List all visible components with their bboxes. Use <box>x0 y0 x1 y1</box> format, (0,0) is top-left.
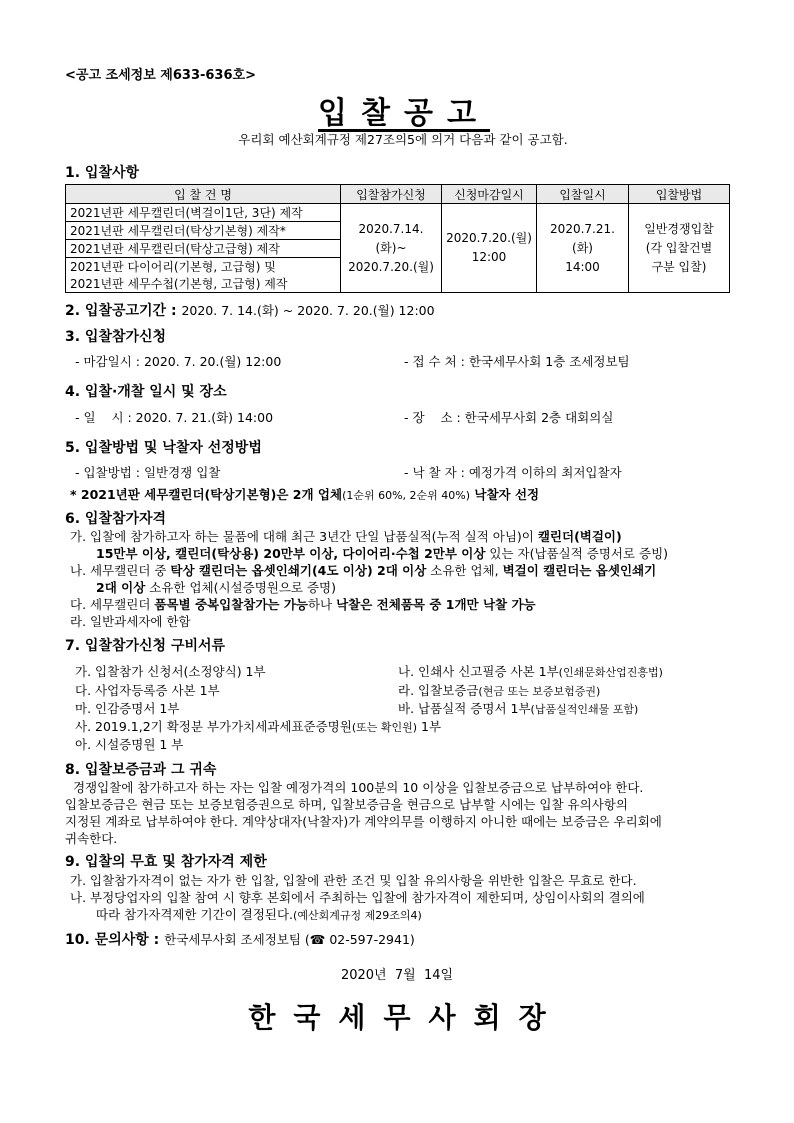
qualification-na: 나. 세무캘린더 중 탁상 캘린더는 옵셋인쇄기(4도 이상) 2대 이상 소유한 업체, 벽걸이 캘린더는 옵셋인쇄기 <box>70 563 657 578</box>
intro-text: 우리회 예산회계규정 제27조의5에 의거 다음과 같이 공고함. <box>238 132 568 147</box>
bid-item: 2021년판 다이어리(기본형, 고급형) 및 <box>66 258 341 276</box>
section-4-heading: 4. 입찰·개찰 일시 및 장소 <box>65 384 227 400</box>
table-header-row <box>66 185 730 204</box>
page-title: 입찰공고 <box>318 96 490 131</box>
bid-method-cell <box>629 204 730 293</box>
bid-method-line: 일반경쟁입찰 <box>644 221 714 236</box>
document-na: 나. 인쇄사 신고필증 사본 1부(인쇄문화산업진흥법) <box>398 664 663 679</box>
bid-item: 2021년판 세무수첩(기본형, 고급형) 제작 <box>66 275 341 293</box>
notice-date: 2020년 7월 14일 <box>340 968 454 983</box>
bid-method: - 입찰방법 : 일반경쟁 입찰 <box>75 465 221 480</box>
deposit-text-line: 귀속한다. <box>65 831 118 846</box>
section-2 <box>65 300 435 320</box>
apply-start: 2020.7.14.(화)~ <box>358 221 424 255</box>
notice-number: <공고 조세정보 제633-636호> <box>65 68 256 83</box>
deadline-time: 12:00 <box>471 250 507 264</box>
winner-note: * 2021년판 세무캘린더(탁상기본형)은 2개 업체(1순위 60%, 2순위 40%) 낙찰자 선정 <box>70 487 540 502</box>
bid-place: - 장 소 : 한국세무사회 2층 대회의실 <box>404 410 614 425</box>
application-place: - 접 수 처 : 한국세무사회 1층 조세정보팀 <box>404 354 630 369</box>
contact-info: 한국세무사회 조세정보팀 (☎ 02-597-2941) <box>164 932 415 947</box>
announcement-period: 2020. 7. 14.(화) ~ 2020. 7. 20.(월) 12:00 <box>181 303 435 318</box>
apply-end: 2020.7.20.(월) <box>348 259 434 274</box>
document-da: 다. 사업자등록증 사본 1부 <box>75 683 220 698</box>
section-7-heading: 7. 입찰참가신청 구비서류 <box>65 638 226 654</box>
section-5-heading: 5. 입찰방법 및 낙찰자 선정방법 <box>65 440 262 456</box>
invalid-na: 나. 부정당업자의 입찰 참여 시 향후 본회에서 주최하는 입찰에 참가자격이 제한되며, 상임이사회의 결의에 <box>70 890 645 905</box>
deposit-text-line: 지정된 계좌로 납부하여야 한다. 계약상대자(낙찰자)가 계약의무를 이행하지 아니한 때에는 보증금은 우리회에 <box>65 814 662 829</box>
deadline-date: 2020.7.20.(월) <box>446 231 532 245</box>
apply-period-cell <box>341 204 442 293</box>
section-8-heading: 8. 입찰보증금과 그 귀속 <box>65 762 217 778</box>
section-6-heading: 6. 입찰참가자격 <box>65 511 167 527</box>
invalid-ga: 가. 입찰참가자격이 없는 자가 한 입찰, 입찰에 관한 조건 및 입찰 유의사항을 위반한 입찰은 무효로 한다. <box>70 873 637 888</box>
column-header: 신청마감일시 <box>442 185 537 204</box>
document-ga: 가. 입찰참가 신청서(소정양식) 1부 <box>75 664 266 679</box>
qualification-da: 다. 세무캘린더 품목별 중복입찰참가는 가능하나 낙찰은 전체품목 중 1개만 낙찰 가능 <box>70 597 536 612</box>
qualification-ra: 라. 일반과세자에 한함 <box>70 614 191 629</box>
deposit-text-line: 경쟁입찰에 참가하고자 하는 자는 입찰 예정가격의 100분의 10 이상을 입찰보증금으로 납부하여야 한다. <box>65 780 644 795</box>
bid-method-line: (각 입찰건별 <box>645 240 713 255</box>
organization-name: 한국세무사회장 <box>248 1001 564 1034</box>
qualification-na-cont: 2대 이상 소유한 업체(시설증명원으로 증명) <box>96 580 337 595</box>
winner-method: - 낙 찰 자 : 예정가격 이하의 최저입찰자 <box>404 465 622 480</box>
document-sa: 사. 2019.1,2기 확정분 부가가치세과세표준증명원(또는 확인원) 1부 <box>75 719 442 734</box>
deposit-text-line: 입찰보증금은 현금 또는 보증보험증권으로 하며, 입찰보증금을 현금으로 납부할 시에는 입찰 유의사항의 <box>65 797 628 812</box>
deadline-cell <box>442 204 537 293</box>
invalid-na-cont: 따라 참가자격제한 기간이 결정된다.(예산회계규정 제29조의4) <box>96 907 422 922</box>
section-3-heading: 3. 입찰참가신청 <box>65 329 167 345</box>
document-ba: 바. 납품실적 증명서 1부(납품실적인쇄물 포함) <box>398 701 639 716</box>
section-9-heading: 9. 입찰의 무효 및 참가자격 제한 <box>65 854 267 870</box>
document-ma: 마. 인감증명서 1부 <box>75 701 180 716</box>
column-header: 입 찰 건 명 <box>66 185 341 204</box>
column-header: 입찰일시 <box>537 185 629 204</box>
bid-method-line: 구분 입찰) <box>651 259 707 274</box>
bid-item: 2021년판 세무캘린더(벽걸이1단, 3단) 제작 <box>66 204 341 222</box>
document-ra: 라. 입찰보증금(현금 또는 보증보험증권) <box>398 683 601 698</box>
bid-date-cell <box>537 204 629 293</box>
section-2-heading: 2. 입찰공고기간 : <box>65 303 177 319</box>
qualification-ga-cont: 15만부 이상, 캘린더(탁상용) 20만부 이상, 다이어리·수첩 2만부 이상 있는 자(납품실적 증명서로 증빙) <box>96 546 669 561</box>
bid-datetime: - 일 시 : 2020. 7. 21.(화) 14:00 <box>75 410 274 425</box>
section-1-heading: 1. 입찰사항 <box>65 165 140 181</box>
bid-item: 2021년판 세무캘린더(탁상기본형) 제작* <box>66 222 341 240</box>
section-10-heading: 10. 문의사항 : <box>65 932 160 948</box>
document-a: 아. 시설증명원 1 부 <box>75 737 184 752</box>
bid-time: 14:00 <box>565 259 600 274</box>
bid-item: 2021년판 세무캘린더(탁상고급형) 제작 <box>66 240 341 258</box>
qualification-ga: 가. 입찰에 참가하고자 하는 물품에 대해 최근 3년간 단일 납품실적(누적 실적 아님)이 캘린더(벽걸이) <box>70 529 622 544</box>
bid-items-table <box>65 184 730 293</box>
column-header: 입찰참가신청 <box>341 185 442 204</box>
bid-date: 2020.7.21.(화) <box>550 221 615 255</box>
application-deadline: - 마감일시 : 2020. 7. 20.(월) 12:00 <box>75 354 282 369</box>
column-header: 입찰방법 <box>629 185 730 204</box>
section-10 <box>65 929 415 949</box>
